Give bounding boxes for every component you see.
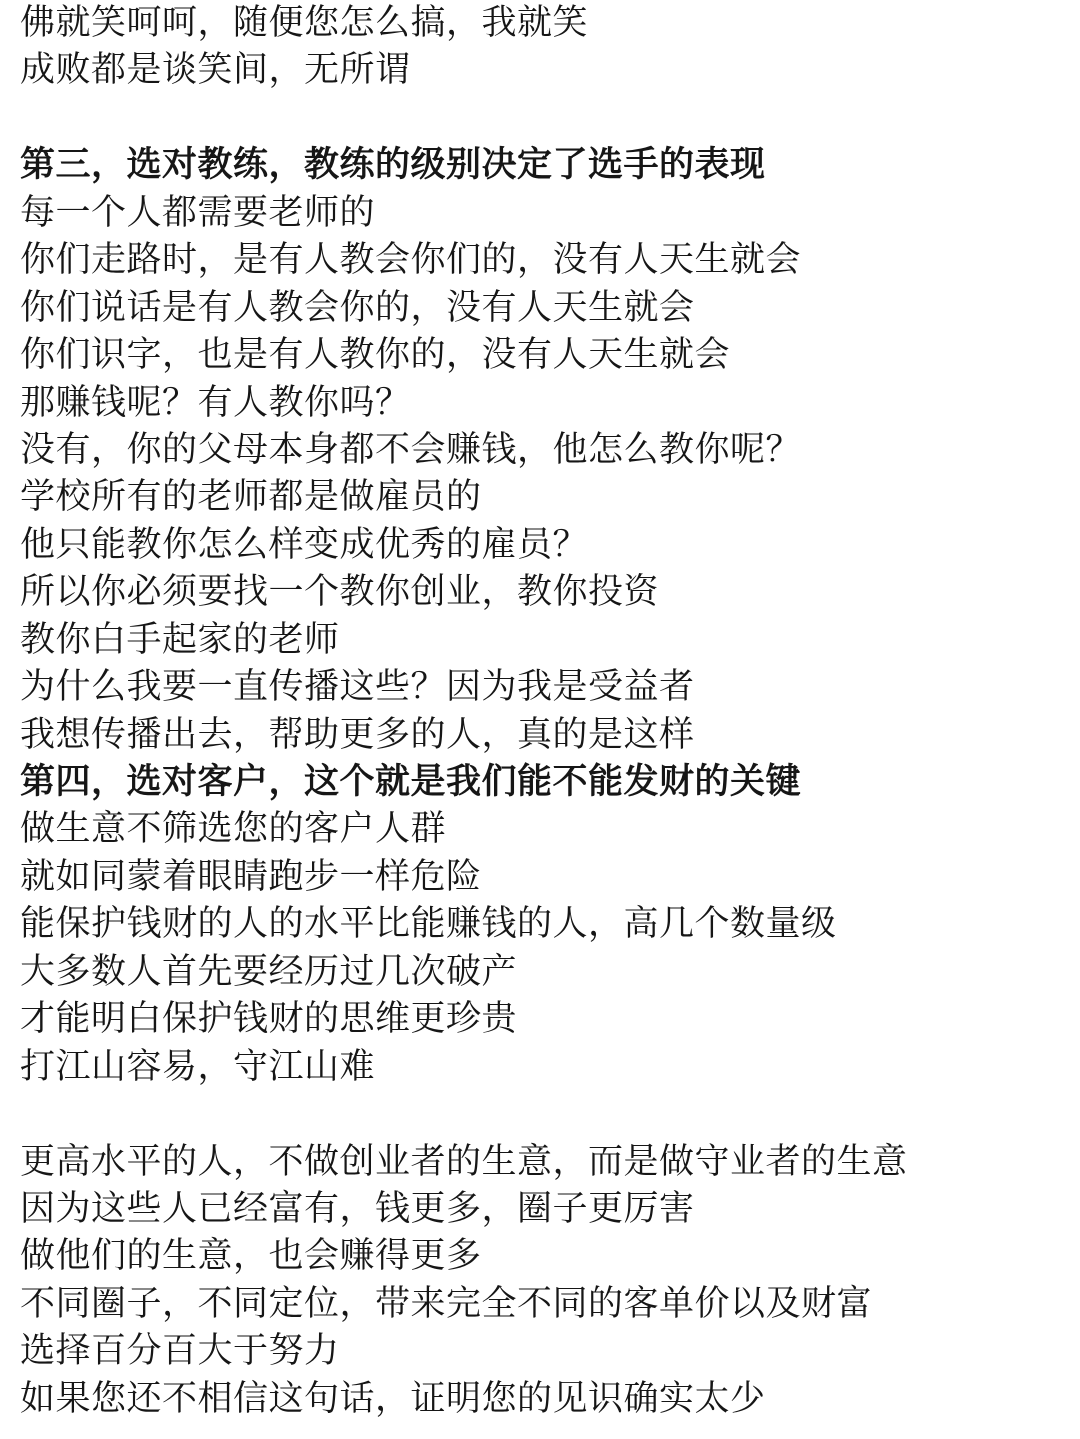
text-line: 为什么我要一直传播这些？因为我是受益者	[20, 667, 695, 708]
text-line: 能保护钱财的人的水平比能赚钱的人，高几个数量级	[20, 904, 837, 945]
text-line: 学校所有的老师都是做雇员的	[20, 477, 482, 518]
note-body	[20, 0, 1070, 1423]
section-heading: 第三，选对教练，教练的级别决定了选手的表现	[20, 145, 766, 186]
blank-line	[20, 95, 1070, 142]
text-line: 打江山容易，守江山难	[20, 1046, 376, 1087]
text-line: 如果您还不相信这句话，证明您的见识确实太少	[20, 1378, 766, 1419]
text-line: 我想传播出去，帮助更多的人，真的是这样	[20, 714, 695, 755]
text-line: 做他们的生意，也会赚得更多	[20, 1236, 482, 1277]
text-line: 你们识字，也是有人教你的，没有人天生就会	[20, 335, 731, 376]
text-line: 不同圈子，不同定位，带来完全不同的客单价以及财富	[20, 1283, 873, 1324]
text-line: 你们走路时，是有人教会你们的，没有人天生就会	[20, 240, 802, 281]
text-line: 成败都是谈笑间，无所谓	[20, 50, 411, 91]
text-line: 每一个人都需要老师的	[20, 192, 376, 233]
blank-line	[20, 1091, 1070, 1138]
text-line: 才能明白保护钱财的思维更珍贵	[20, 999, 518, 1040]
text-line: 选择百分百大于努力	[20, 1331, 340, 1372]
text-line: 就如同蒙着眼睛跑步一样危险	[20, 856, 482, 897]
section-heading: 第四，选对客户，这个就是我们能不能发财的关键	[20, 762, 802, 802]
text-line: 他只能教你怎么样变成优秀的雇员？	[20, 524, 589, 565]
text-line: 教你白手起家的老师	[20, 619, 340, 660]
text-line: 佛就笑呵呵，随便您怎么搞，我就笑	[20, 3, 589, 43]
text-line: 没有，你的父母本身都不会赚钱，他怎么教你呢？	[20, 429, 802, 470]
text-line: 你们说话是有人教会你的，没有人天生就会	[20, 287, 695, 328]
text-line: 更高水平的人，不做创业者的生意，而是做守业者的生意	[20, 1141, 908, 1182]
text-line: 因为这些人已经富有，钱更多，圈子更厉害	[20, 1188, 695, 1229]
text-line: 做生意不筛选您的客户人群	[20, 809, 447, 850]
text-line: 那赚钱呢？有人教你吗？	[20, 382, 411, 423]
text-line: 大多数人首先要经历过几次破产	[20, 951, 518, 992]
text-line: 所以你必须要找一个教你创业，教你投资	[20, 572, 660, 613]
